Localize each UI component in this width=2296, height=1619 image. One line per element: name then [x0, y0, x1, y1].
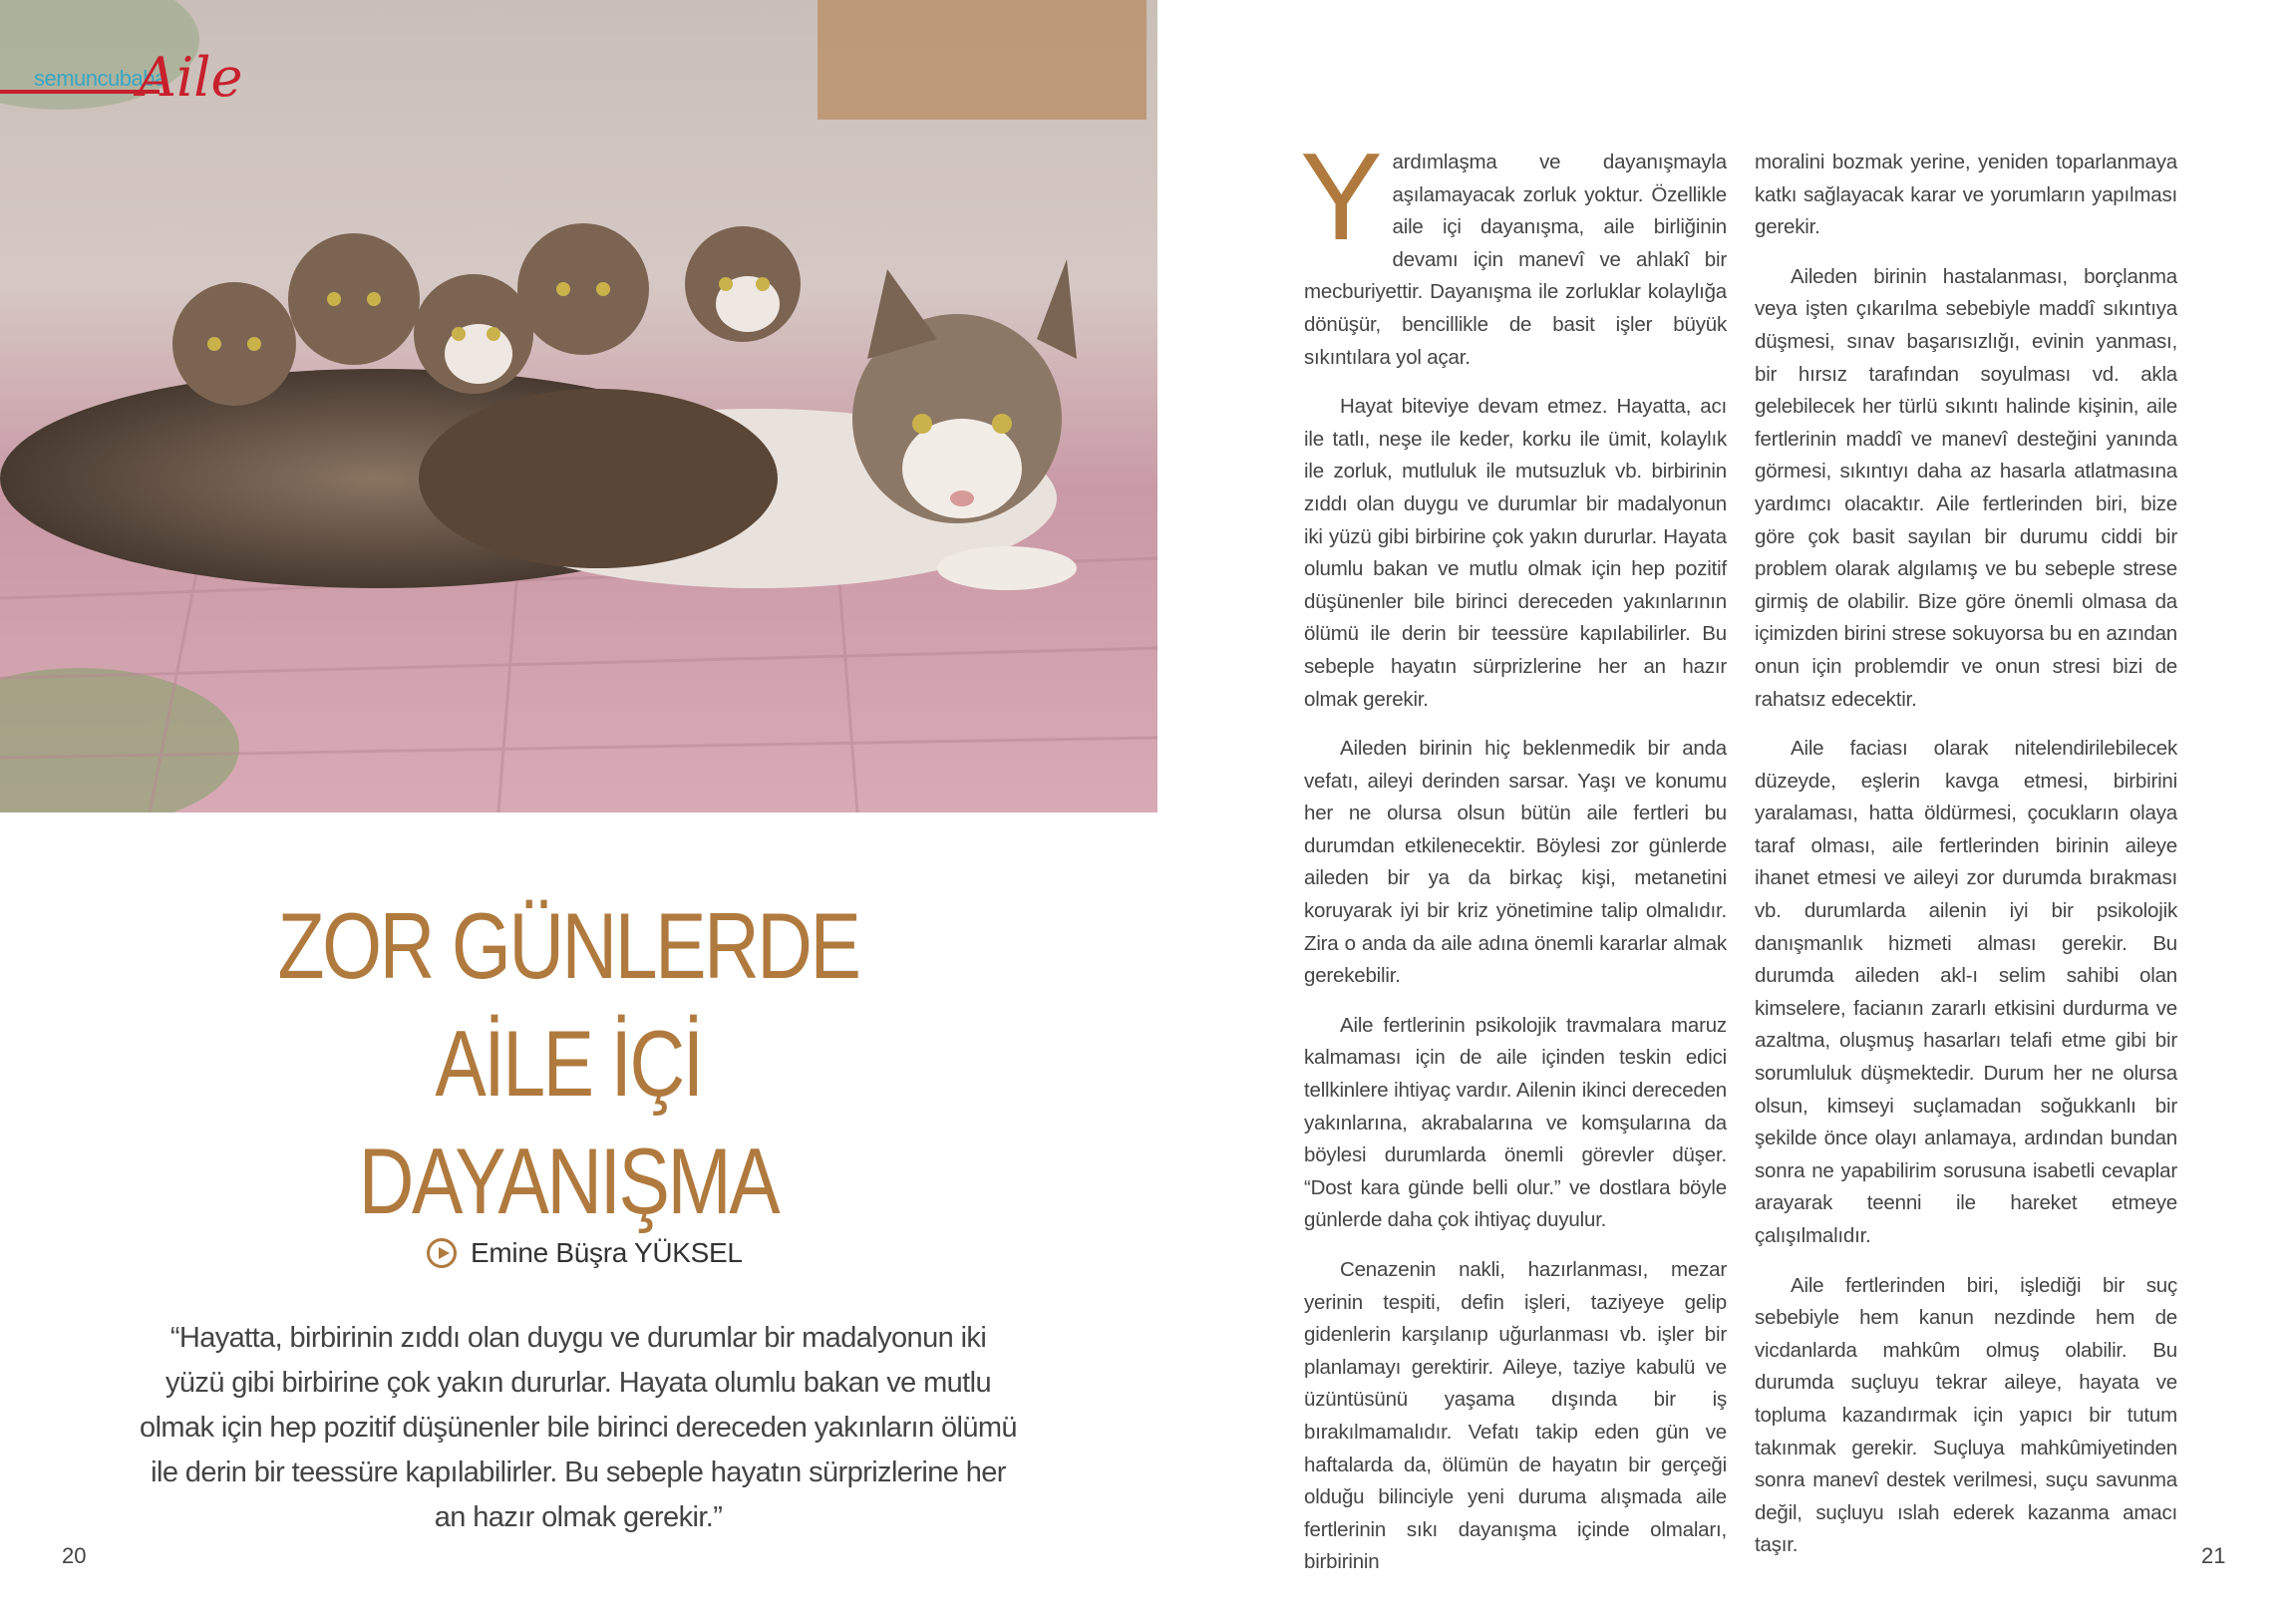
paragraph: Aileden birinin hastalanması, borçlanma veya işten çıkarılma sebebiyle maddî sıkıntıya düşmesi, sınav başarısızlığı, evinin yanması, bir hırsız tarafından soyulması vd. akla gelebilecek her türlü sıkıntı halinde kişinin, aile fertlerinin maddî ve manevî desteğini yanında görmesi, sıkıntıyı daha az hasarla atlatmasına yardımcı olacaktır. Aile fertlerinden biri, bize göre çok basit sayılan bir durumu ciddi bir problem olarak algılamış ve bu sebeple strese girmiş de olabilir. Bize göre önemli olmasa da içimizden birini strese sokuyorsa bu en azından onun için problemdir ve onun stresi bizi de rahatsız edecektir. — [1755, 264, 2177, 711]
paragraph: Hayat biteviye devam etmez. Hayatta, acı ile tatlı, neşe ile keder, korku ile ümit, kolaylık ile zorluk, mutluluk ile mutsuzluk vb. birbirinin zıddı olan duygu ve durumlar bir madalyonun iki yüzü gibi birbirine çok yakın dururlar. Hayata olumlu bakan ve mutlu olmak için hep pozitif düşünenler bile birinci dereceden yakınlarının ölümü ile derin bir teessüre kapılabilirler. Bu sebeple hayatın sürprizlerine her an hazır olmak gerekir. — [1304, 395, 1727, 711]
hero-photo — [0, 0, 1157, 812]
author-byline — [427, 1233, 743, 1273]
paragraph: Cenazenin nakli, hazırlanması, mezar yerinin tespiti, defin işleri, taziyeye gelip gidenlerin karşılanıp uğurlanması vb. işler bir planlamayı gerektirir. Aileye, taziye kabulü ve üzüntüsünü yaşama dışında bir iş bırakılmamalıdır. Vefatı takip eden gün ve haftalarda da, ölümün de hayatın bir gerçeği olduğu bilinciyle yeni duruma alışmada aile fertlerinin sıkı dayanışma içinde olmaları, birbirinin — [1304, 1258, 1727, 1574]
paragraph: Aile fertlerinin psikolojik travmalara maruz kalmaması için de aile içinden teskin edici tellkinlere ihtiyaç vardır. Ailenin ikinci dereceden yakınlarına, akrabalarına ve komşularına da böylesi durumlarda önemli görevler düşer. “Dost kara günde belli olur.” ve dostlara böyle günlerde daha çok ihtiyaç duyulur. — [1304, 1013, 1727, 1232]
paragraph: Yardımlaşma ve dayanışmayla aşılamayacak zorluk yoktur. Özellikle aile içi dayanışma, aile birliğinin devamı için manevî ve ahlakî bir mecburiyettir. Dayanışma ile zorluklar kolaylığa dönüşür, bencillikle de basit işler büyük sıkıntılara yol açar. — [1300, 129, 1727, 369]
title-line-1: ZOR GÜNLERDE — [277, 893, 859, 998]
drop-cap: Y — [1300, 129, 1383, 266]
brand-small-text: semuncubaba — [34, 66, 166, 91]
paragraph: Aile fertlerinden biri, işlediği bir suç sebebiyle hem kanun nezdinde hem de vicdanlarda mahkûm olmuş olabilir. Bu durumda suçluyu tekrar aileye, hayata ve topluma kazandırmak için yapıcı bir tutum takınmak gerekir. Suçluya mahkûmiyetinden sonra manevî destek verilmesi, suçu savunma değil, suçluyu ıslah ederek kazanma amacı taşır. — [1755, 1273, 2177, 1557]
article-column-1 — [1300, 129, 1727, 1596]
page-number-right: 21 — [2201, 1543, 2226, 1568]
paragraph: Aile faciası olarak nitelendirilebilecek düzeyde, eşlerin kavga etmesi, birbirini yaralaması, hatta öldürmesi, çocukların olaya taraf olması, aile fertlerinden birinin aileye ihanet etmesi ve aileyi zor durumda bırakması vb. durumlarda ailenin iyi bir psikolojik danışmanlık hizmeti alması gerekir. Bu durumda aileden akl-ı selim sahibi olan kimselere, facianın zararlı etkisini durdurma ve azaltma, oluşmuş hasarları telafi etme gibi bir sorumluluk düşmektedir. Durum her ne olursa olsun, kimseyi suçlamadan soğukkanlı bir şekilde önce olayı anlamaya, ardından bundan sonra ne yapabilirim sorusuna isabetli cevaplar arayarak teenni ile hareket etmeye çalışılmalıdır. — [1755, 737, 2177, 1247]
article-column-2 — [1755, 147, 2177, 1579]
author-name: Emine Büşra YÜKSEL — [471, 1237, 743, 1268]
article-title — [225, 887, 912, 1240]
brand-section-name: Aile — [138, 46, 243, 109]
title-line-2: AİLE İÇİ DAYANIŞMA — [358, 1011, 779, 1233]
pull-quote: “Hayatta, birbirinin zıddı olan duygu ve durumlar bir madalyonun iki yüzü gibi birbirine çok yakın dururlar. Hayata olumlu bakan ve mutlu olmak için hep pozitif düşünenler bile birinci dereceden yakınların ölümü ile derin bir teessüre kapılabilirler. Bu sebeple hayatın sürprizlerine her an hazır olmak gerekir.” — [140, 1322, 1017, 1533]
kittens-photo — [0, 0, 1157, 812]
paragraph: moralini bozmak yerine, yeniden toparlanmaya katkı sağlayacak karar ve yorumların yapılması gerekir. — [1755, 151, 2177, 239]
paragraph: Aileden birinin hiç beklenmedik bir anda vefatı, aileyi derinden sarsar. Yaşı ve konumu her ne olursa olsun bütün aile fertleri bu durumdan etkilenecektir. Böylesi zor günlerde aileden bir ya da birkaç kişi, metanetini koruyarak iyi bir kriz yönetimine talip olmalıdır. Zira o anda da aile adına önemli kararlar almak gerekebilir. — [1304, 737, 1727, 988]
page-number-left: 20 — [62, 1543, 87, 1568]
play-circle-icon — [427, 1238, 457, 1268]
